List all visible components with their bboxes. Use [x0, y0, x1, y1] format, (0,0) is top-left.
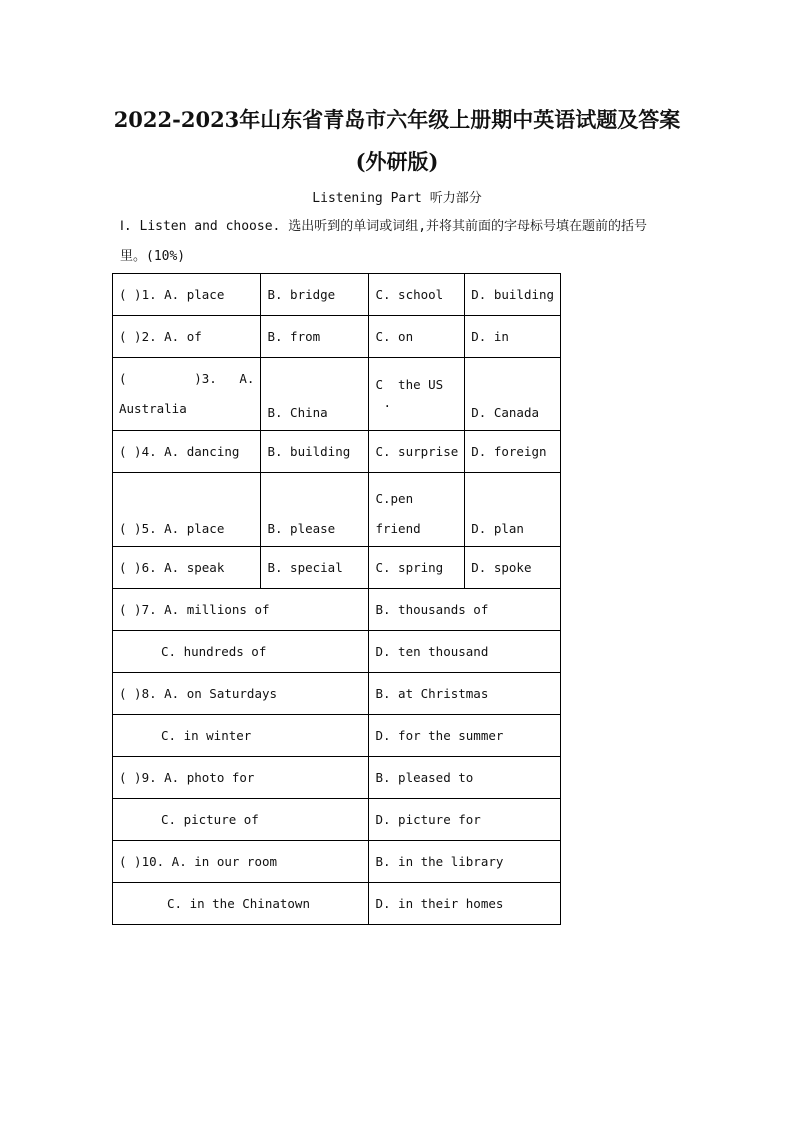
question-6-option-b: B. special	[261, 547, 369, 589]
question-6-option-d: D. spoke	[465, 547, 561, 589]
question-7-option-a: ( )7. A. millions of	[113, 589, 369, 631]
question-5-option-b: B. please	[261, 473, 369, 547]
question-10-option-a: ( )10. A. in our room	[113, 841, 369, 883]
question-2-option-a: ( )2. A. of	[113, 316, 261, 358]
question-6-option-c: C. spring	[369, 547, 465, 589]
question-3-option-a-line-1: ( )3. A.	[119, 371, 255, 386]
question-3-option-b: B. China	[261, 358, 369, 431]
question-row-2	[113, 316, 561, 358]
question-8-option-d: D. for the summer	[369, 715, 561, 757]
question-7-option-b: B. thousands of	[369, 589, 561, 631]
question-row-9b	[113, 799, 561, 841]
question-row-6	[113, 547, 561, 589]
question-row-7a	[113, 589, 561, 631]
question-row-3	[113, 358, 561, 431]
question-8-option-a: ( )8. A. on Saturdays	[113, 673, 369, 715]
question-10-option-b: B. in the library	[369, 841, 561, 883]
instruction-text	[120, 212, 680, 272]
question-row-8b	[113, 715, 561, 757]
question-5-option-d: D. plan	[465, 473, 561, 547]
document-title-subline: (外研版)	[355, 149, 439, 174]
question-table	[112, 273, 561, 925]
question-5-option-c-line-2: friend	[375, 521, 421, 536]
question-10-option-d: D. in their homes	[369, 883, 561, 925]
question-9-option-c: C. picture of	[113, 799, 369, 841]
question-10-option-c: C. in the Chinatown	[113, 883, 369, 925]
question-1-option-c: C. school	[369, 274, 465, 316]
section-heading: Listening Part 听力部分	[312, 191, 482, 206]
question-row-8a	[113, 673, 561, 715]
question-9-option-b: B. pleased to	[369, 757, 561, 799]
question-row-10a	[113, 841, 561, 883]
question-2-option-c: C. on	[369, 316, 465, 358]
question-5-option-c	[369, 473, 465, 547]
question-1-option-d: D. building	[465, 274, 561, 316]
question-3-option-c-line-1: C the US	[375, 377, 444, 392]
question-4-option-d: D. foreign	[465, 431, 561, 473]
question-1-option-b: B. bridge	[261, 274, 369, 316]
question-row-10b	[113, 883, 561, 925]
question-3-option-a-line-2: Australia	[119, 401, 187, 416]
question-row-5	[113, 473, 561, 547]
question-3-option-a	[113, 358, 261, 431]
question-4-option-b: B. building	[261, 431, 369, 473]
instruction-line-2: 里。(10%)	[120, 249, 186, 264]
question-row-7b	[113, 631, 561, 673]
question-6-option-a: ( )6. A. speak	[113, 547, 261, 589]
question-2-option-b: B. from	[261, 316, 369, 358]
question-3-option-d: D. Canada	[465, 358, 561, 431]
question-9-option-a: ( )9. A. photo for	[113, 757, 369, 799]
question-9-option-d: D. picture for	[369, 799, 561, 841]
question-5-option-c-line-1: C.pen	[375, 491, 414, 506]
question-row-9a	[113, 757, 561, 799]
question-3-option-c	[369, 358, 465, 431]
question-3-option-c-line-2: .	[383, 395, 391, 410]
question-2-option-d: D. in	[465, 316, 561, 358]
document-title: 2022-2023年山东省青岛市六年级上册期中英语试题及答案	[113, 107, 681, 132]
question-8-option-b: B. at Christmas	[369, 673, 561, 715]
question-1-option-a: ( )1. A. place	[113, 274, 261, 316]
instruction-line-1: Ⅰ. Listen and choose. 选出听到的单词或词组,并将其前面的字母标号填在题前的括号	[120, 219, 648, 234]
question-8-option-c: C. in winter	[113, 715, 369, 757]
question-7-option-c: C. hundreds of	[113, 631, 369, 673]
question-5-option-a: ( )5. A. place	[113, 473, 261, 547]
question-row-1	[113, 274, 561, 316]
question-7-option-d: D. ten thousand	[369, 631, 561, 673]
question-4-option-c: C. surprise	[369, 431, 465, 473]
question-4-option-a: ( )4. A. dancing	[113, 431, 261, 473]
question-row-4	[113, 431, 561, 473]
